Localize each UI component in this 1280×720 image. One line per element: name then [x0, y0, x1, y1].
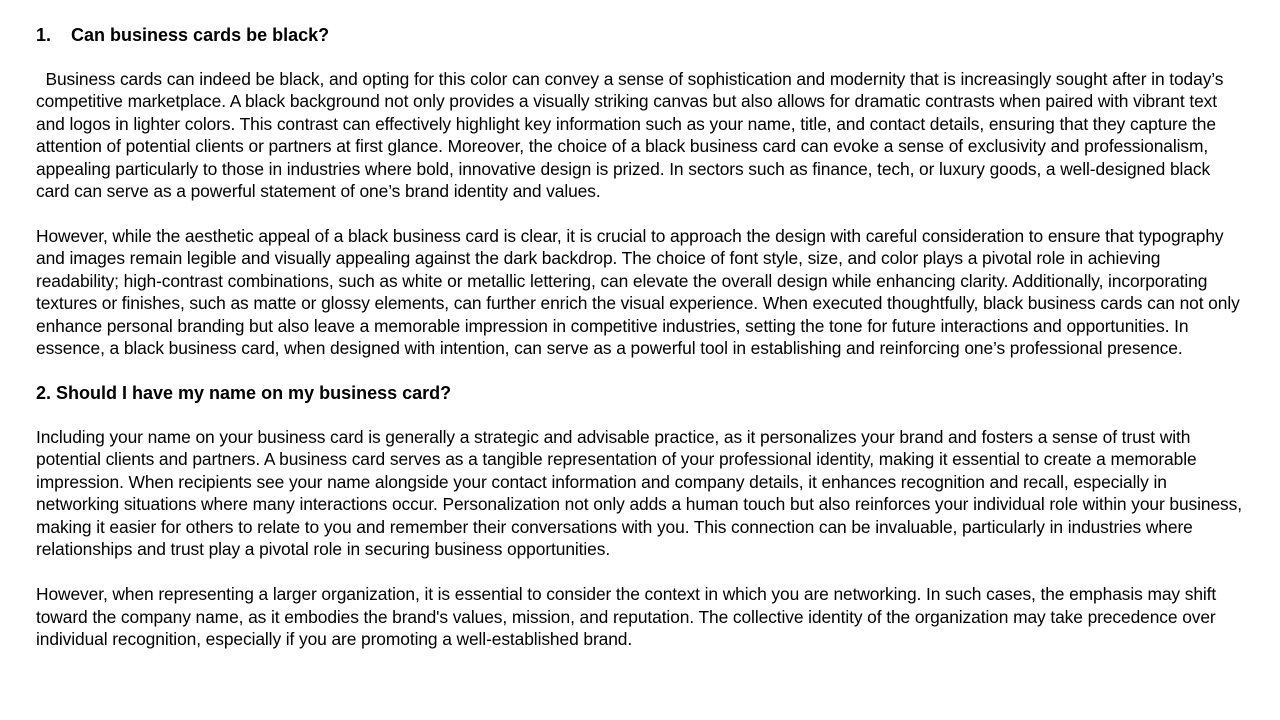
section-heading-black-cards: 1. Can business cards be black?	[36, 25, 330, 45]
section-heading-name-on-card: 2. Should I have my name on my business card?	[36, 383, 452, 404]
paragraph-larger-organization: However, when representing a larger organization, it is essential to consider the context in which you are networking. In such cases, the emphasis may shift toward the company name, as it embodies the brand's values, mission, and reputation. The collective identity of the organization may take precedence over individual recognition, especially if you are promoting a well-established brand.	[36, 584, 1217, 649]
document-body	[36, 24, 1246, 650]
paragraph-black-cards-design: However, while the aesthetic appeal of a black business card is clear, it is crucial to approach the design with careful consideration to ensure that typography and images remain legible and visually appealing against the dark backdrop. The choice of font style, size, and color plays a pivotal role in achieving readability; high-contrast combinations, such as white or metallic lettering, can elevate the overall design while enhancing clarity. Additionally, incorporating textures or finishes, such as matte or glossy elements, can further enrich the visual experience. When executed thoughtfully, black business cards can not only enhance personal branding but also leave a memorable impression in competitive industries, setting the tone for future interactions and opportunities. In essence, a black business card, when designed with intention, can serve as a powerful tool in establishing and reinforcing one’s professional presence.	[36, 226, 1240, 359]
paragraph-name-on-card: Including your name on your business card is generally a strategic and advisable practice, as it personalizes your brand and fosters a sense of trust with potential clients and partners. A business card serves as a tangible representation of your professional identity, making it essential to create a memorable impression. When recipients see your name alongside your contact information and company details, it enhances recognition and recall, especially in networking situations where many interactions occur. Personalization not only adds a human touch but also reinforces your individual role within your business, making it easier for others to relate to you and remember their conversations with you. This connection can be invaluable, particularly in industries where relationships and trust play a pivotal role in securing business opportunities.	[36, 427, 1242, 560]
paragraph-black-cards-intro: Business cards can indeed be black, and opting for this color can convey a sense of sophistication and modernity that is increasingly sought after in today’s competitive marketplace. A black background not only provides a visually striking canvas but also allows for dramatic contrasts when paired with vibrant text and logos in lighter colors. This contrast can effectively highlight key information such as your name, title, and contact details, ensuring that they capture the attention of potential clients or partners at first glance. Moreover, the choice of a black business card can evoke a sense of exclusivity and professionalism, appealing particularly to those in industries where bold, innovative design is prized. In sectors such as finance, tech, or luxury goods, a well-designed black card can serve as a powerful statement of one’s brand identity and values.	[36, 69, 1229, 202]
